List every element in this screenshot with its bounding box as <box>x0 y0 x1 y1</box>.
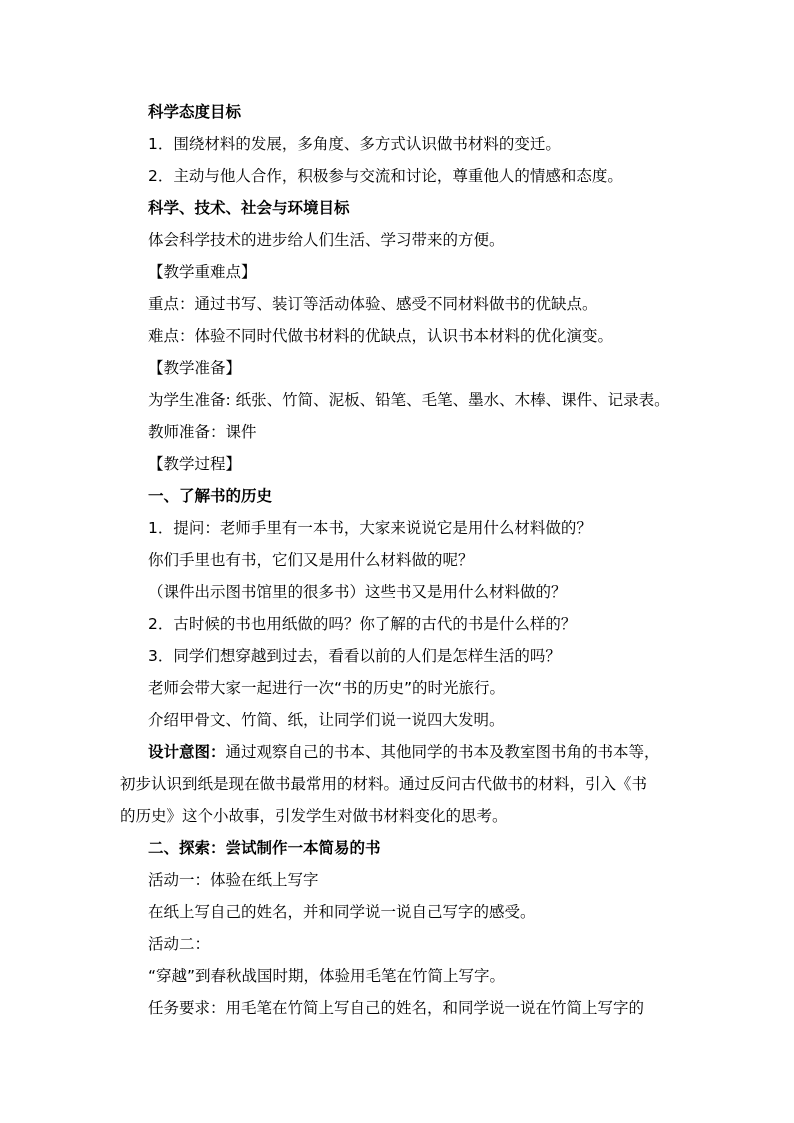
section-heading-key-points: 【教学重难点】 <box>148 263 257 281</box>
paragraph: 难点：体验不同时代做书材料的优缺点，认识书本材料的优化演变。 <box>148 327 614 345</box>
section-heading-sts: 科学、技术、社会与环境目标 <box>148 199 350 217</box>
paragraph: 活动一：体验在纸上写字 <box>148 871 319 889</box>
section-heading-explore: 二、探索：尝试制作一本简易的书 <box>148 839 381 857</box>
design-intent-paragraph <box>120 736 680 768</box>
section-heading-preparation: 【教学准备】 <box>148 359 242 377</box>
paragraph: 为学生准备: 纸张、竹简、泥板、铅笔、毛笔、墨水、木棒、课件、记录表。 <box>148 391 670 409</box>
section-heading-process: 【教学过程】 <box>148 455 242 473</box>
design-intent-label: 设计意图： <box>148 743 226 761</box>
paragraph: 3．同学们想穿越到过去，看看以前的人们是怎样生活的吗？ <box>148 647 561 665</box>
paragraph: 老师会带大家一起进行一次“书的历史”的时光旅行。 <box>148 679 506 697</box>
paragraph: “穿越”到春秋战国时期，体验用毛笔在竹简上写字。 <box>148 967 506 985</box>
section-heading-attitude: 科学态度目标 <box>148 103 242 121</box>
paragraph: 任务要求：用毛笔在竹简上写自己的姓名，和同学说一说在竹简上写字的 <box>148 999 645 1017</box>
paragraph: 你们手里也有书，它们又是用什么材料做的呢？ <box>148 551 474 569</box>
paragraph: （课件出示图书馆里的很多书）这些书又是用什么材料做的？ <box>148 583 567 601</box>
paragraph: 初步认识到纸是现在做书最常用的材料。通过反问古代做书的材料，引入《书 <box>120 775 648 793</box>
paragraph: 在纸上写自己的姓名，并和同学说一说自己写字的感受。 <box>148 903 536 921</box>
paragraph: 重点：通过书写、装订等活动体验、感受不同材料做书的优缺点。 <box>148 295 598 313</box>
paragraph: 教师准备：课件 <box>148 423 257 441</box>
paragraph: 2．主动与他人合作，积极参与交流和讨论，尊重他人的情感和态度。 <box>148 167 623 185</box>
paragraph: 的历史》这个小故事，引发学生对做书材料变化的思考。 <box>120 807 508 825</box>
paragraph: 体会科学技术的进步给人们生活、学习带来的方便。 <box>148 231 505 249</box>
paragraph: 活动二： <box>148 935 211 953</box>
section-heading-history: 一、了解书的历史 <box>148 487 273 505</box>
design-intent-text: 通过观察自己的书本、其他同学的书本及教室图书角的书本等， <box>225 743 660 761</box>
paragraph: 1．提问：老师手里有一本书，大家来说说它是用什么材料做的？ <box>148 519 592 537</box>
paragraph: 介绍甲骨文、竹简、纸，让同学们说一说四大发明。 <box>148 711 505 729</box>
paragraph: 1．围绕材料的发展，多角度、多方式认识做书材料的变迁。 <box>148 135 561 153</box>
paragraph: 2．古时候的书也用纸做的吗？你了解的古代的书是什么样的？ <box>148 615 577 633</box>
document-page <box>120 96 680 1024</box>
